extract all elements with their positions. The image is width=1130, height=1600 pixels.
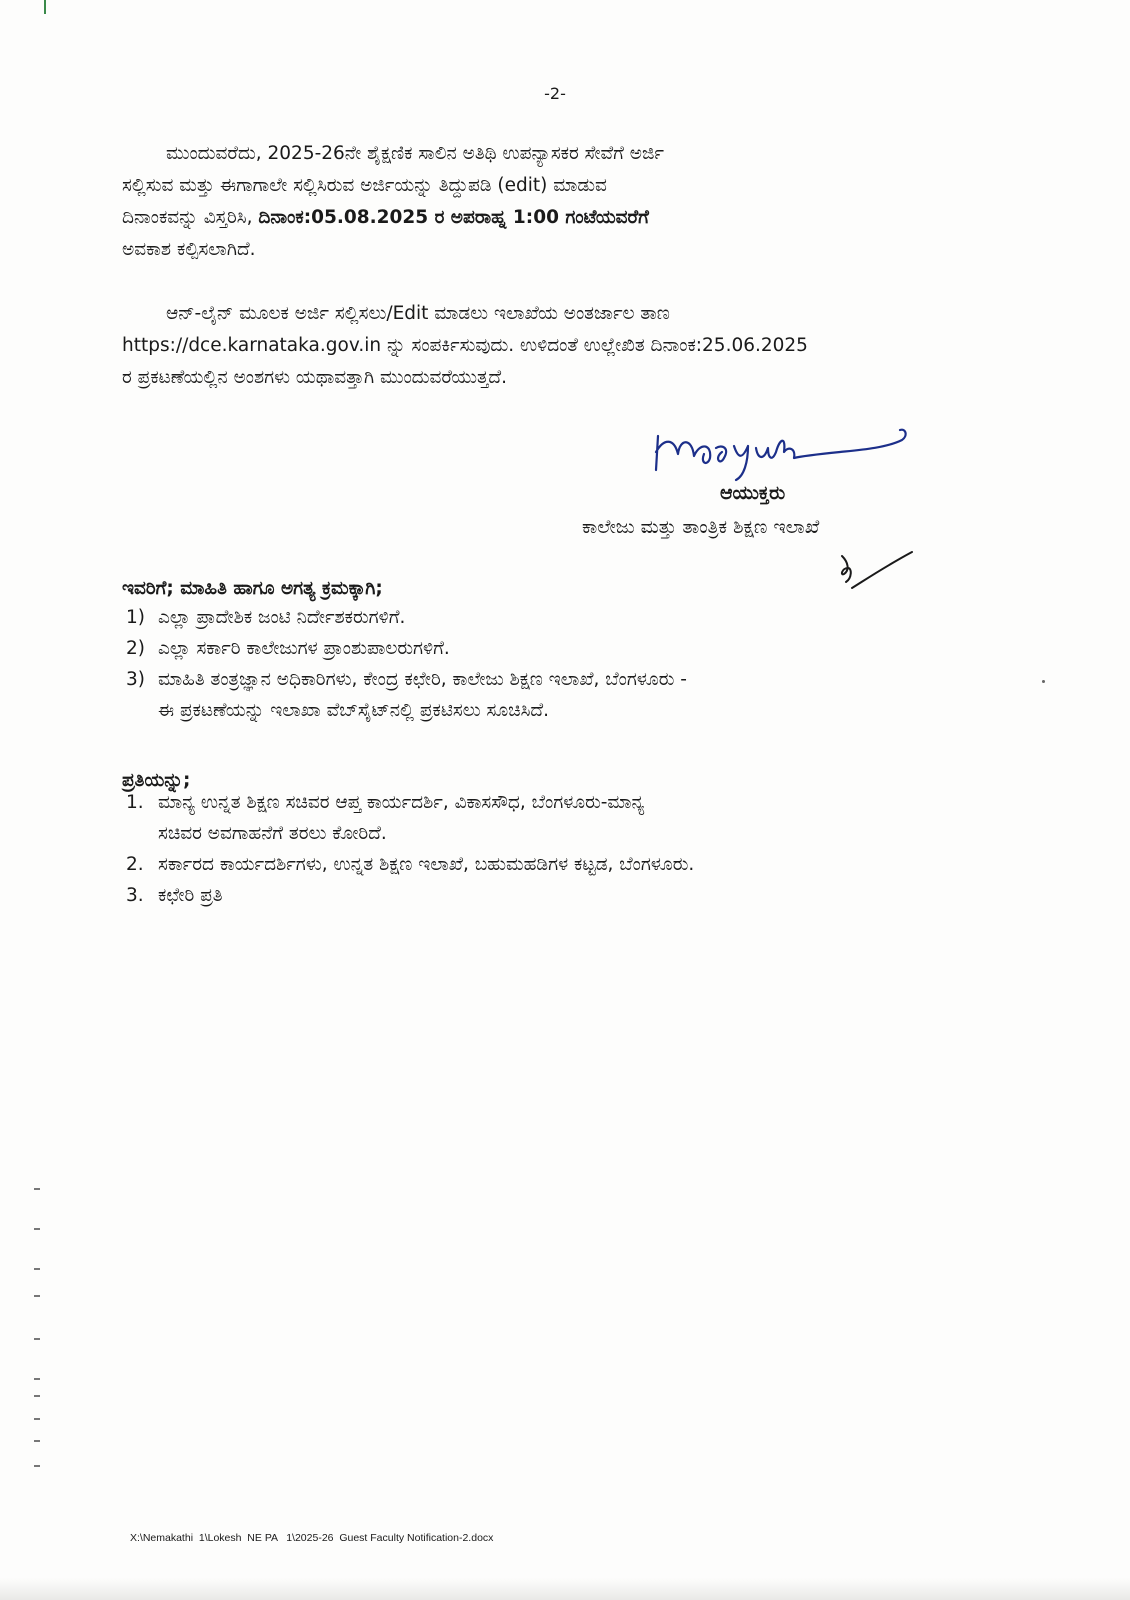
list-text: ಎಲ್ಲಾ ಸರ್ಕಾರಿ ಕಾಲೇಜುಗಳ ಪ್ರಾಂಶುಪಾಲರುಗಳಿಗೆ. (158, 638, 450, 659)
deadline-text: ದಿನಾಂಕ:05.08.2025 ರ ಅಪರಾಹ್ನ 1:00 ಗಂಟೆಯವರೆಗೆ (258, 207, 649, 228)
scan-dot-mark (1042, 680, 1045, 683)
paragraph-line: ಆನ್-ಲೈನ್ ಮೂಲಕ ಅರ್ಜಿ ಸಲ್ಲಿಸಲು/Edit ಮಾಡಲು ಇಲಾಖೆಯ ಅಂತರ್ಜಾಲ ತಾಣ (166, 303, 670, 324)
list-item (122, 787, 1002, 849)
recipients-heading: ಇವರಿಗೆ; ಮಾಹಿತಿ ಹಾಗೂ ಅಗತ್ಯ ಕ್ರಮಕ್ಕಾಗಿ; (122, 578, 383, 599)
scan-bottom-edge (0, 1578, 1130, 1600)
list-number: 3. (126, 885, 144, 906)
signatory-department: ಕಾಲೇಜು ಮತ್ತು ತಾಂತ್ರಿಕ ಶಿಕ್ಷಣ ಇಲಾಖೆ (582, 516, 820, 538)
file-path-footer: X:\Nemakathi 1\Lokesh NE PA 1\2025-26 Guest Faculty Notification-2.docx (130, 1532, 494, 1544)
list-number: 1) (126, 607, 145, 628)
list-item (122, 880, 1002, 911)
list-text: ಎಲ್ಲಾ ಪ್ರಾದೇಶಿಕ ಜಂಟಿ ನಿರ್ದೇಶಕರುಗಳಿಗೆ. (158, 607, 406, 628)
list-number: 2) (126, 638, 145, 659)
list-text: ಕಛೇರಿ ಪ್ರತಿ (158, 885, 223, 906)
scan-corner-mark (44, 0, 46, 14)
list-item (122, 633, 1002, 664)
list-text: ಸರ್ಕಾರದ ಕಾರ್ಯದರ್ಶಿಗಳು, ಉನ್ನತ ಶಿಕ್ಷಣ ಇಲಾಖೆ, ಬಹುಮಹಡಿಗಳ ಕಟ್ಟಡ, ಬೆಂಗಳೂರು. (158, 854, 695, 875)
paragraph-line: ಸಲ್ಲಿಸುವ ಮತ್ತು ಈಗಾಗಾಲೇ ಸಲ್ಲಿಸಿರುವ ಅರ್ಜಿಯನ್ನು ತಿದ್ದುಪಡಿ (edit) ಮಾಡುವ (122, 175, 607, 196)
list-number: 3) (126, 669, 145, 690)
list-text: ಈ ಪ್ರಕಟಣೆಯನ್ನು ಇಲಾಖಾ ವೆಬ್‌ಸೈಟ್‌ನಲ್ಲಿ ಪ್ರಕಟಿಸಲು ಸೂಚಿಸಿದೆ. (158, 700, 549, 721)
copy-to-list (122, 787, 1002, 911)
paragraph-line: ಅವಕಾಶ ಕಲ್ಪಿಸಲಾಗಿದೆ. (122, 239, 256, 260)
list-text: ಮಾನ್ಯ ಉನ್ನತ ಶಿಕ್ಷಣ ಸಚಿವರ ಆಪ್ತ ಕಾರ್ಯದರ್ಶಿ, ವಿಕಾಸಸೌಧ, ಬೆಂಗಳೂರು-ಮಾನ್ಯ (158, 792, 645, 813)
list-text: ಮಾಹಿತಿ ತಂತ್ರಜ್ಞಾನ ಅಧಿಕಾರಿಗಳು, ಕೇಂದ್ರ ಕಛೇರಿ, ಕಾಲೇಜು ಶಿಕ್ಷಣ ಇಲಾಖೆ, ಬೆಂಗಳೂರು - (158, 669, 687, 690)
list-number: 1. (126, 792, 144, 813)
paragraph-online-submission (122, 298, 1002, 394)
list-number: 2. (126, 854, 144, 875)
handwritten-initial-mark (838, 548, 918, 600)
paragraph-extension-notice (122, 138, 1002, 266)
list-item (122, 602, 1002, 633)
paragraph-line (122, 202, 1002, 234)
page-number: -2- (544, 84, 566, 103)
handwritten-signature (650, 418, 920, 488)
copy-to-heading: ಪ್ರತಿಯನ್ನು; (122, 770, 191, 791)
paragraph-line: ರ ಪ್ರಕಟಣೆಯಲ್ಲಿನ ಅಂಶಗಳು ಯಥಾವತ್ತಾಗಿ ಮುಂದುವರೆಯುತ್ತದೆ. (122, 367, 507, 388)
signatory-title: ಆಯುಕ್ತರು (720, 482, 786, 504)
list-item (122, 849, 1002, 880)
paragraph-line: ಮುಂದುವರೆದು, 2025-26ನೇ ಶೈಕ್ಷಣಿಕ ಸಾಲಿನ ಅತಿಥಿ ಉಪನ್ಯಾಸಕರ ಸೇವೆಗೆ ಅರ್ಜಿ (166, 143, 665, 164)
paragraph-line: https://dce.karnataka.gov.in ನ್ನು ಸಂಪರ್ಕಿಸುವುದು. ಉಳಿದಂತೆ ಉಲ್ಲೇಖಿತ ದಿನಾಂಕ:25.06.2025 (122, 335, 808, 356)
recipients-list (122, 602, 1002, 726)
paragraph-text: ದಿನಾಂಕವನ್ನು ವಿಸ್ತರಿಸಿ, (122, 207, 259, 228)
list-text: ಸಚಿವರ ಅವಗಾಹನೆಗೆ ತರಲು ಕೋರಿದೆ. (158, 823, 387, 844)
list-item (122, 664, 1002, 726)
